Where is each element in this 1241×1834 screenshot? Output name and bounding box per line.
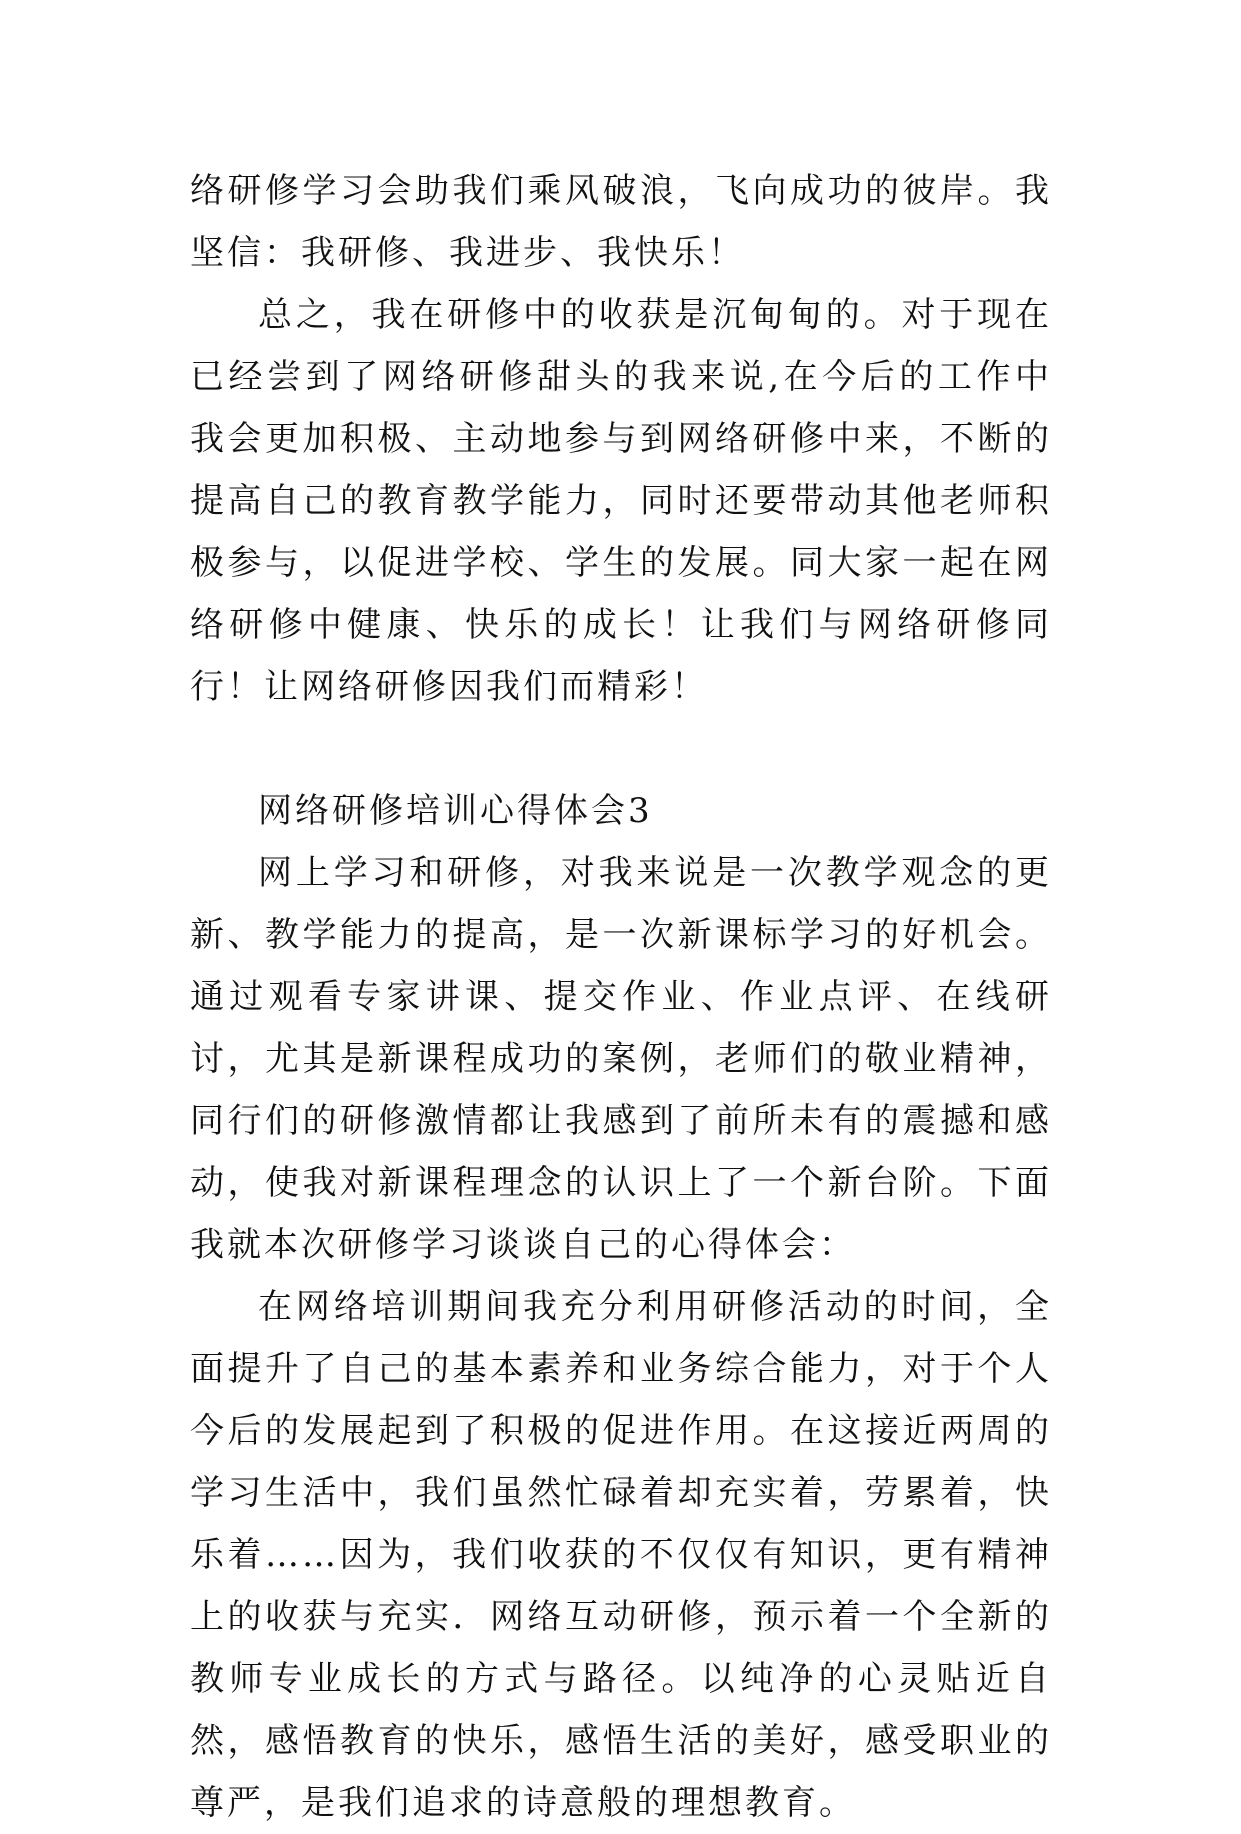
section-gap <box>190 718 1052 780</box>
paragraph-body: 在网络培训期间我充分利用研修活动的时间，全面提升了自己的基本素养和业务综合能力，对于个人今后的发展起到了积极的促进作用。在这接近两周的学习生活中，我们虽然忙碌着却充实着，劳累着，快乐着……因为，我们收获的不仅仅有知识，更有精神上的收获与充实．网络互动研修，预示着一个全新的教师专业成长的方式与路径。以纯净的心灵贴近自然，感悟教育的快乐，感悟生活的美好，感受职业的尊严，是我们追求的诗意般的理想教育。 <box>190 1287 1052 1823</box>
document-body <box>190 160 1052 1834</box>
paragraph-continuation: 络研修学习会助我们乘风破浪，飞向成功的彼岸。我坚信：我研修、我进步、我快乐！ <box>190 171 1052 273</box>
section-title: 网络研修培训心得体会3 <box>258 791 653 831</box>
paragraph-summary: 总之，我在研修中的收获是沉甸甸的。对于现在已经尝到了网络研修甜头的我来说,在今后的工作中我会更加积极、主动地参与到网络研修中来，不断的提高自己的教育教学能力，同时还要带动其他老师积极参与，以促进学校、学生的发展。同大家一起在网络研修中健康、快乐的成长！让我们与网络研修同行！让网络研修因我们而精彩！ <box>190 295 1052 707</box>
paragraph-intro: 网上学习和研修，对我来说是一次教学观念的更新、教学能力的提高，是一次新课标学习的好机会。通过观看专家讲课、提交作业、作业点评、在线研讨，尤其是新课程成功的案例，老师们的敬业精神，同行们的研修激情都让我感到了前所未有的震撼和感动，使我对新课程理念的认识上了一个新台阶。下面我就本次研修学习谈谈自己的心得体会： <box>190 853 1052 1265</box>
